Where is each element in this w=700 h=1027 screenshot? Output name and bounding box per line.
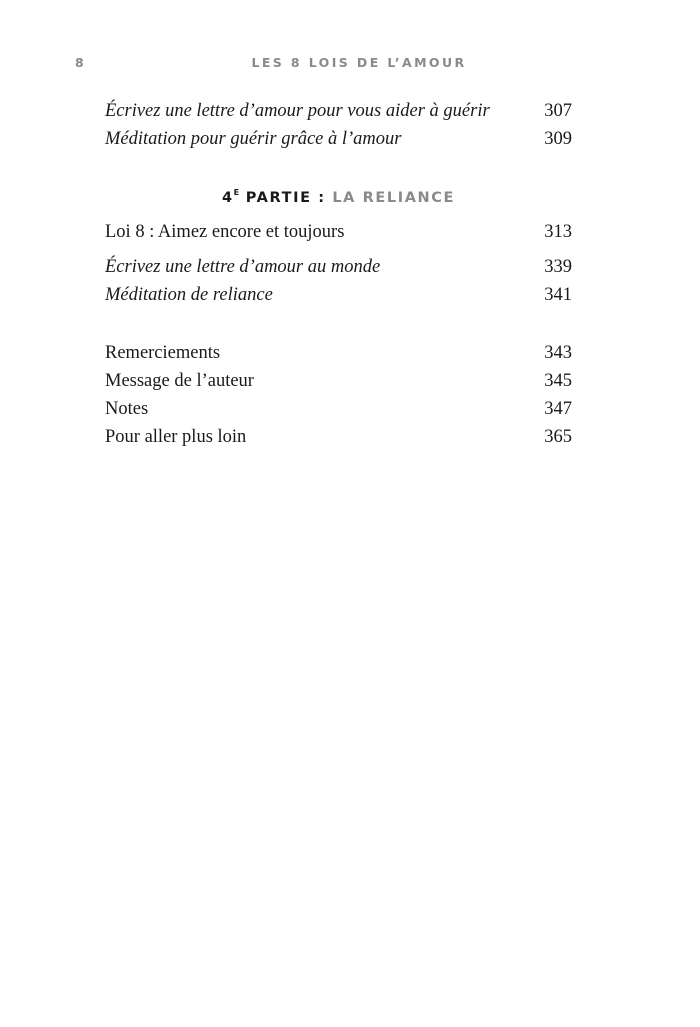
toc-entry-page: 313 (544, 221, 572, 242)
part-number (222, 190, 239, 206)
toc-entry-title: Notes (105, 398, 149, 419)
toc-entry-page: 341 (544, 284, 572, 305)
toc-entry-title: Écrivez une lettre d’amour au monde (105, 256, 381, 277)
toc-entry-title: Méditation pour guérir grâce à l’amour (105, 129, 402, 149)
part-number-superscript: E (233, 188, 240, 197)
toc-entry-title: Méditation de reliance (105, 284, 273, 305)
toc-entry-page: 343 (544, 342, 572, 363)
running-head-title: LES 8 LOIS DE L’AMOUR (251, 55, 467, 70)
running-head (0, 55, 700, 73)
toc-entry-page: 307 (544, 101, 572, 121)
table-of-contents (105, 97, 572, 451)
toc-back-matter-entry (105, 367, 572, 395)
spacer (105, 309, 572, 339)
toc-back-matter-entry (105, 423, 572, 451)
toc-entry-page: 347 (544, 398, 572, 419)
toc-back-matter-entry (105, 339, 572, 367)
toc-entry-title: Loi 8 : Aimez encore et toujours (105, 221, 345, 242)
toc-entry-page: 345 (544, 370, 572, 391)
toc-entry (105, 253, 572, 281)
part-heading (105, 184, 572, 208)
toc-back-matter-entry (105, 395, 572, 423)
toc-law-entry (105, 218, 572, 246)
page-number: 8 (75, 55, 87, 70)
toc-entry-page: 365 (544, 426, 572, 447)
toc-entry-title: Remerciements (105, 342, 221, 363)
toc-entry (105, 97, 572, 125)
toc-entry-title: Pour aller plus loin (105, 426, 247, 447)
toc-entry (105, 281, 572, 309)
toc-entry-title: Écrivez une lettre d’amour pour vous aider à guérir (105, 101, 490, 121)
part-label: PARTIE : (245, 189, 326, 206)
part-number-digit: 4 (221, 189, 234, 206)
toc-entry-page: 339 (544, 256, 572, 277)
toc-entry-page: 309 (544, 129, 572, 149)
part-name: LA RELIANCE (332, 189, 456, 206)
toc-entry (105, 125, 572, 153)
toc-entry-title: Message de l’auteur (105, 370, 254, 391)
spacer (105, 246, 572, 253)
